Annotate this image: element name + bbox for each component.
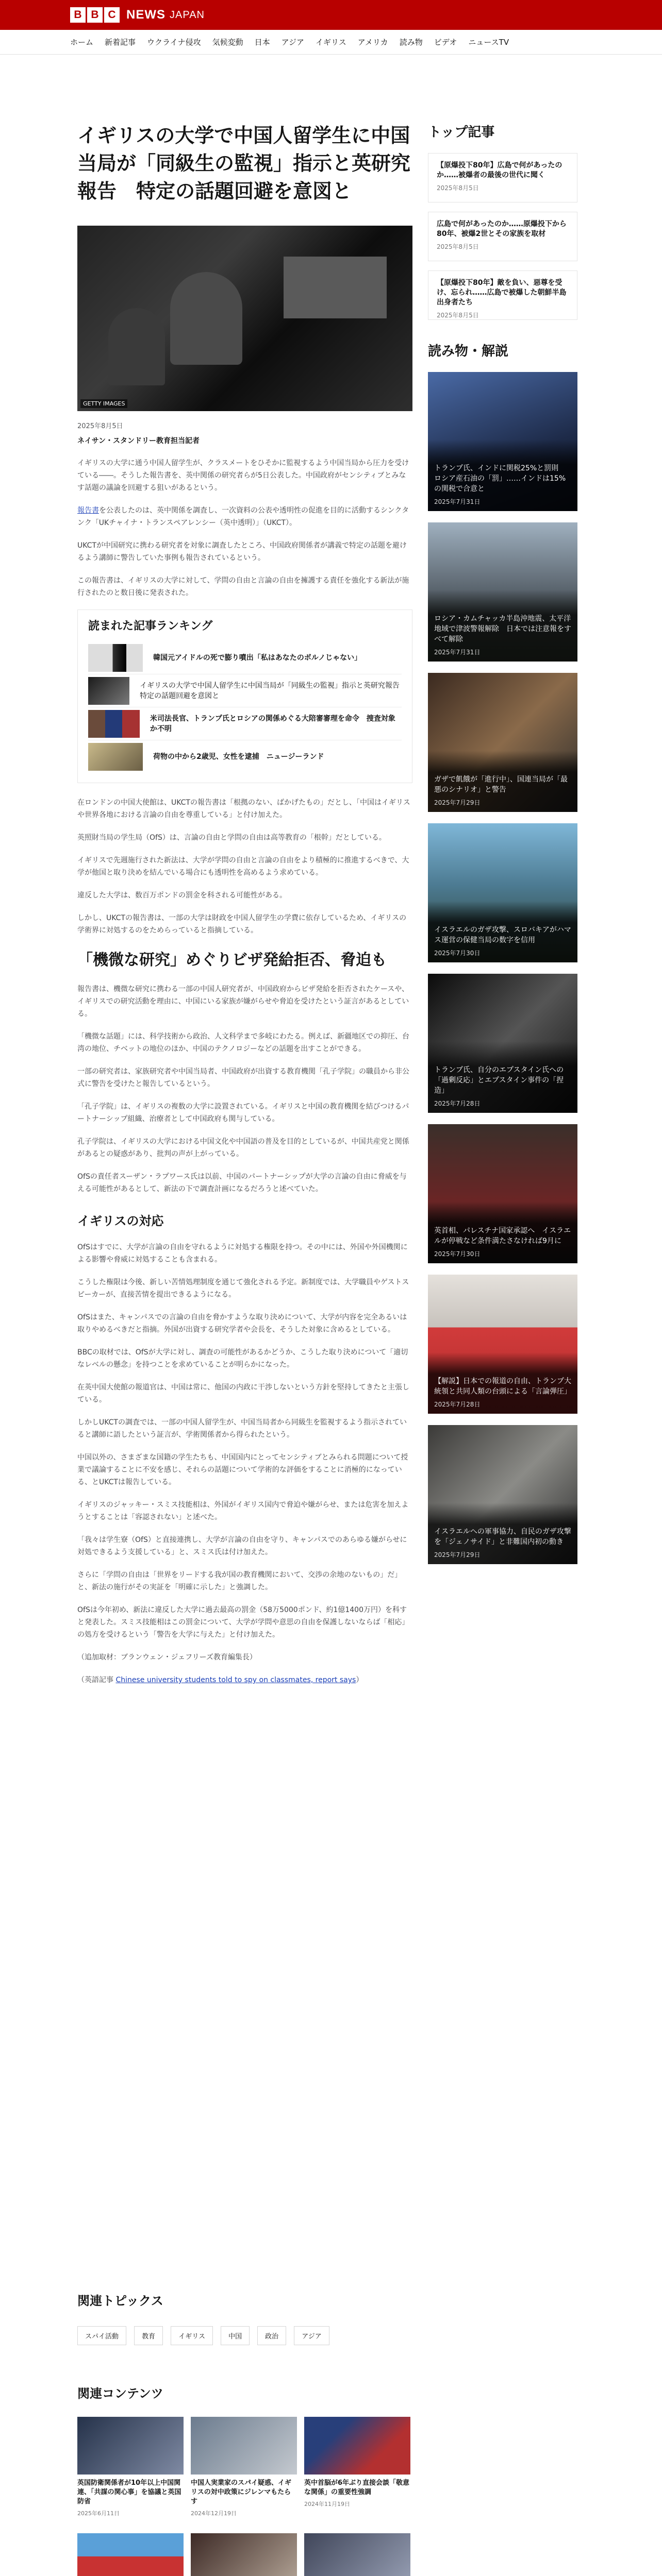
feature-caption bbox=[428, 439, 577, 511]
topic-tag[interactable]: アジア bbox=[294, 2326, 329, 2345]
top-stories-title: トップ記事 bbox=[428, 125, 495, 140]
nav-uk[interactable]: イギリス bbox=[316, 38, 346, 47]
article-paragraph: OfSはすでに、大学が言論の自由を守れるように対処する権限を持つ。その中には、外国や外国機関による影響や脅威に対処することも含まれる。 bbox=[77, 1243, 408, 1264]
feature-caption bbox=[428, 1041, 577, 1113]
feature-title: ガザで飢餓が「進行中」、国連当局が「最悪のシナリオ」と警告 bbox=[434, 775, 568, 794]
related-image bbox=[191, 2417, 297, 2475]
related-topics bbox=[77, 2291, 418, 2345]
english-prefix: （英語記事 bbox=[77, 1676, 113, 1684]
article-paragraph: こうした権限は今後、新しい苦情処理制度を通じて強化される予定。新制度では、大学職員やゲストスピーカーが、直接苦情を提出できるようになる。 bbox=[77, 1278, 409, 1299]
article-paragraph: この報告書は、イギリスの大学に対して、学問の自由と言論の自由を擁護する責任を強化する新法が施行されたのと数日後に発表された。 bbox=[77, 577, 409, 597]
feature-card[interactable] bbox=[428, 522, 577, 662]
topic-tag[interactable]: 政治 bbox=[257, 2326, 286, 2345]
ranking-item-title: 荷物の中から2歳児、女性を逮捕 ニュージーランド bbox=[153, 753, 324, 761]
feature-date: 2025年7月30日 bbox=[434, 950, 481, 957]
feature-caption bbox=[428, 1202, 577, 1263]
related-title: 英中首脳が6年ぶり直接会談「敬意な関係」の重要性強調 bbox=[304, 2479, 410, 2496]
related-card[interactable] bbox=[304, 2533, 410, 2576]
related-card[interactable] bbox=[191, 2417, 297, 2526]
article-paragraph: UKCTが中国研究に携わる研究者を対象に調査したところ、中国政府関係者が講義で特定の話題を避けるよう講師に警告していた事例も報告されているという。 bbox=[77, 541, 407, 562]
article-paragraph: OfSの責任者スーザン・ラプワース氏は以前、中国のパートナーシップが大学の言論の自由に脅威を与える可能性があるとして、新法の下で調査計画になるだろうと述べていた。 bbox=[77, 1173, 407, 1193]
feature-title: トランプ氏、インドに関税25%と罰則 ロシア産石油の「罰」……インドは15%の関税で合意と bbox=[434, 464, 566, 493]
feature-title: トランプ氏、自分のエプスタイン氏への「過剰反応」とエプスタイン事件の「捏造」 bbox=[434, 1066, 564, 1095]
ranking-thumbnail bbox=[88, 644, 143, 672]
ranking-item[interactable] bbox=[88, 641, 402, 674]
ranking-thumbnail bbox=[88, 677, 129, 705]
article-headline: イギリスの大学で中国人留学生に中国当局が「同級生の監視」指示と英研究報告 特定の話題回避を意図と bbox=[77, 124, 411, 202]
article-paragraph: 一部の研究者は、家族研究者や中国当局者、中国政府が出資する教育機関「孔子学院」の職員から非公式に警告を受けたと報告しているという。 bbox=[77, 1067, 409, 1088]
related-card[interactable] bbox=[304, 2417, 410, 2526]
topic-tag[interactable]: スパイ活動 bbox=[77, 2326, 126, 2345]
top-story-title: 広島で何があったのか……原爆投下から80年、被爆2世とその家族を取材 bbox=[437, 220, 567, 238]
hero-image-screen bbox=[284, 257, 387, 318]
feature-date: 2025年7月29日 bbox=[434, 799, 481, 806]
article-paragraph: OfSはまた、キャンパスでの言論の自由を脅かすような取り決めについて、大学が内容を完全あるいは取りやめるべきだと指摘。外国が出資する研究学者や会長を、そうした対象に含めるとしている。 bbox=[77, 1313, 407, 1334]
top-story-card[interactable] bbox=[428, 270, 577, 320]
article-paragraph: 孔子学院は、イギリスの大学における中国文化や中国語の普及を目的としているが、中国共産党と関係があるとの疑惑があり、批判の声が上がっている。 bbox=[77, 1138, 409, 1158]
article-paragraph: イギリスのジャッキー・スミス技能相は、外国がイギリス国内で脅迫や嫌がらせ、または危害を加えようとすることは「容認されない」と述べた。 bbox=[77, 1501, 409, 1521]
feature-caption bbox=[428, 1503, 577, 1564]
related-content-title: 関連コンテンツ bbox=[77, 2386, 163, 2401]
ranking-item[interactable] bbox=[88, 740, 402, 773]
nav-climate[interactable]: 気候変動 bbox=[212, 38, 243, 47]
related-card[interactable] bbox=[77, 2533, 184, 2576]
article-paragraph: 英照財当局の学生局（OfS）は、言論の自由と学問の自由は高等教育の「根幹」だとしている。 bbox=[77, 834, 386, 842]
hero-image bbox=[77, 226, 412, 411]
ranking-box bbox=[77, 609, 412, 783]
article-paragraph: 中国以外の、さまざまな国籍の学生たちも、中国国内にとってセンシティブとみられる問題について授業で議論することに不安を感じ、それらの話題について学術的な評価をすることに消極的になっている、とUKCTは報告している。 bbox=[77, 1453, 408, 1486]
article-paragraph-text: を公表したのは、英中関係を調査し、一次資料の公表や透明性の促進を目的に活動するシンクタンク「UKチャイナ・トランスペアレンシー（英中透明）」（UKCT）。 bbox=[77, 506, 409, 527]
article-paragraph: OfSは今年初め、新法に違反した大学に過去最高の罰金（58万5000ポンド、約1億1400万円）を科すと発表した。スミス技能相はこの罰金について、大学が学問や意思の自由を保護しないならば「相応」の処方を受けるという「警告を大学に与えた」と付け加えた。 bbox=[77, 1606, 409, 1639]
topic-tag[interactable]: 教育 bbox=[134, 2326, 163, 2345]
bbc-logo[interactable] bbox=[70, 7, 121, 23]
sidebar bbox=[428, 122, 577, 1575]
hero-image-figure bbox=[170, 272, 242, 365]
article-paragraph: BBCの取材では、OfSが大学に対し、調査の可能性があるかどうか、こうした取り決めについて「適切なレベルの懸念」を持つことを求めていることが明らかになった。 bbox=[77, 1348, 408, 1369]
topic-tag[interactable]: イギリス bbox=[171, 2326, 213, 2345]
nav-home[interactable]: ホーム bbox=[70, 38, 94, 47]
top-story-card[interactable] bbox=[428, 153, 577, 202]
article-paragraph: さらに「学問の自由は「世界をリードする我が国の教育機関において、交渉の余地のないもの」だ」と、新法の施行がその実証を「明確に示した」と強調した。 bbox=[77, 1571, 402, 1591]
feature-date: 2025年7月31日 bbox=[434, 649, 481, 656]
top-story-card[interactable] bbox=[428, 212, 577, 261]
feature-card[interactable] bbox=[428, 1124, 577, 1263]
section-heading: イギリスの対応 bbox=[77, 1214, 164, 1228]
related-grid bbox=[77, 2417, 418, 2576]
feature-card[interactable] bbox=[428, 823, 577, 962]
related-title: 英国防衛関係者が10年以上中国関連、「共謀の関心事」を協議と英国防省 bbox=[77, 2479, 181, 2505]
nav-us[interactable]: アメリカ bbox=[357, 38, 388, 47]
article-paragraph: 「機微な話題」には、科学技術から政治、人文科学まで多岐にわたる。例えば、新疆地区での抑圧、台湾の地位、チベットの地位のほか、中国のテクノロジーなどの話題を出すことができる。 bbox=[77, 1032, 409, 1053]
related-image bbox=[304, 2533, 410, 2576]
feature-title: 【解説】日本での報道の自由、トランプ大統領と共同人類の台頭による「言論弾圧」 bbox=[434, 1377, 571, 1396]
features-title: 読み物・解説 bbox=[428, 344, 509, 359]
bbc-logo-b2: B bbox=[87, 7, 103, 23]
related-content bbox=[77, 2383, 418, 2576]
top-story-title: 【原爆投下80年】敵を負い、惡尊を受け、忘られ……広島で被爆した朝鮮半島出身者たち bbox=[437, 279, 567, 307]
article-paragraph: しかし、UKCTの報告書は、一部の大学は財政を中国人留学生の学費に依存しているため、イギリスの学術界に対処するのをためらっていると指摘している。 bbox=[77, 914, 407, 935]
article-paragraph: イギリスの大学に通う中国人留学生が、クラスメートをひそかに監視するよう中国当局から圧力を受けている――。そうした報告書を、英中関係の研究者らが5日公表した。中国政府がセンシティブとみなす話題の議論を回避する狙いがあるという。 bbox=[77, 459, 409, 492]
related-card[interactable] bbox=[191, 2533, 297, 2576]
brand-region[interactable]: JAPAN bbox=[170, 9, 205, 21]
ranking-item[interactable] bbox=[88, 674, 407, 707]
related-image bbox=[77, 2417, 184, 2475]
nav-japan[interactable]: 日本 bbox=[254, 38, 270, 47]
topic-tag[interactable]: 中国 bbox=[221, 2326, 250, 2345]
nav-asia[interactable]: アジア bbox=[281, 38, 305, 47]
bbc-logo-c: C bbox=[104, 7, 120, 23]
feature-title: イスラエルへの軍事協力、自民のガザ攻撃を「ジェノサイド」と非難国内初の動き bbox=[434, 1528, 571, 1546]
feature-title: 英首相、パレスチナ国家承認へ イスラエルが停戦など条件満たさなければ9月に bbox=[434, 1227, 571, 1245]
feature-title: イスラエルのガザ攻撃、スロバキアがハマス運営の保健当局の数字を信用 bbox=[434, 926, 571, 944]
related-date: 2025年6月11日 bbox=[77, 2510, 120, 2517]
english-article-line bbox=[77, 1674, 412, 1686]
feature-caption bbox=[428, 901, 577, 962]
nav-latest[interactable]: 新着記事 bbox=[105, 38, 136, 47]
ranking-thumbnail bbox=[88, 710, 140, 738]
nav-features[interactable]: 読み物 bbox=[399, 38, 423, 47]
top-story-title: 【原爆投下80年】広島で何があったのか……被爆者の最後の世代に聞く bbox=[437, 161, 562, 179]
report-link[interactable]: 報告書 bbox=[77, 506, 99, 515]
english-suffix: ） bbox=[356, 1676, 363, 1684]
related-date: 2024年12月19日 bbox=[191, 2510, 237, 2517]
ranking-title: 読まれた記事ランキング bbox=[88, 620, 213, 633]
related-image bbox=[191, 2533, 297, 2576]
top-story-date: 2025年8月5日 bbox=[437, 312, 479, 319]
feature-card[interactable] bbox=[428, 1275, 577, 1414]
article-paragraph: 在英中国大使館の報道官は、中国は常に、他国の内政に干渉しないという方針を堅持してきたと主張している。 bbox=[77, 1383, 409, 1404]
ranking-item[interactable] bbox=[88, 707, 402, 740]
masthead bbox=[0, 0, 662, 30]
feature-date: 2025年7月30日 bbox=[434, 1250, 481, 1258]
article-byline: ネイサン・スタンドリー教育担当記者 bbox=[77, 437, 200, 445]
article-paragraph: （追加取材：ブランウェン・ジェフリーズ教育編集長） bbox=[77, 1653, 257, 1662]
article-paragraph: しかしUKCTの調査では、一部の中国人留学生が、中国当局者から同級生を監視するよう指示されていると講師に語したという証言が、学術関係者から得られたという。 bbox=[77, 1418, 407, 1439]
nav-video[interactable]: ビデオ bbox=[434, 38, 457, 47]
related-image bbox=[77, 2533, 184, 2576]
feature-card[interactable] bbox=[428, 673, 577, 812]
related-title: 中国人実業家のスパイ疑惑、イギリスの対中政策にジレンマもたらす bbox=[191, 2479, 292, 2505]
article-paragraph: 違反した大学は、数百万ポンドの罰金を科される可能性がある。 bbox=[77, 891, 287, 900]
feature-date: 2025年7月28日 bbox=[434, 1100, 481, 1107]
bbc-logo-b1: B bbox=[70, 7, 86, 23]
feature-caption bbox=[428, 590, 577, 662]
feature-date: 2025年7月28日 bbox=[434, 1401, 481, 1408]
article-paragraph bbox=[77, 504, 412, 529]
feature-card[interactable] bbox=[428, 372, 577, 511]
ranking-thumbnail bbox=[88, 743, 143, 771]
article-paragraph: イギリスで先週施行された新法は、大学が学問の自由と言論の自由をより積極的に推進するべきで、大学が他国と取り決めを結んでいる場合にも透明性を高めるよう求めている。 bbox=[77, 856, 409, 877]
top-story-date: 2025年8月5日 bbox=[437, 243, 479, 250]
nav-ukraine[interactable]: ウクライナ侵攻 bbox=[147, 38, 201, 47]
feature-title: ロシア・カムチャッカ半島沖地震、太平洋地域で津波警報解除 日本では注意報をすべて解除 bbox=[434, 615, 571, 643]
top-story-date: 2025年8月5日 bbox=[437, 184, 479, 192]
feature-date: 2025年7月31日 bbox=[434, 498, 481, 505]
related-card[interactable] bbox=[77, 2417, 184, 2526]
article-date: 2025年8月5日 bbox=[77, 422, 123, 430]
article-paragraph: 在ロンドンの中国大使館は、UKCTの報告書は「根拠のない、ばかげたもの」だとし、「中国はイギリスや世界各地における言論の自由を尊重している」と付け加えた。 bbox=[77, 799, 410, 819]
ranking-item-title: 米司法長官、トランプ氏とロシアの関係めぐる大陪審審理を命令 捜査対象か不明 bbox=[150, 714, 395, 733]
article-paragraph: 「孔子学院」は、イギリスの複数の大学に設置されている。イギリスと中国の教育機関を結びつけるパートナーシップ組織、治療者として中国政府も関与している。 bbox=[77, 1103, 409, 1123]
ranking-item-title: イギリスの大学で中国人留学生に中国当局が「同級生の監視」指示と英研究報告 特定の話題回避を意図と bbox=[140, 681, 407, 700]
article-paragraph: 報告書は、機微な研究に携わる一部の中国人研究者が、中国政府からビザ発給を拒否されたケースや、イギリスでの研究活動を理由に、中国にいる家族が嫌がらせや脅迫を受けたという証言があるとしている。 bbox=[77, 985, 409, 1018]
feature-card[interactable] bbox=[428, 974, 577, 1113]
section-heading: 「機微な研究」めぐりビザ発給拒否、脅迫も bbox=[77, 951, 387, 969]
nav-newstv[interactable]: ニュースTV bbox=[468, 38, 509, 47]
feature-caption bbox=[428, 751, 577, 812]
hero-image-figure bbox=[108, 308, 165, 385]
related-date: 2024年11月19日 bbox=[304, 2501, 350, 2507]
feature-caption bbox=[428, 1352, 577, 1414]
feature-card[interactable] bbox=[428, 1425, 577, 1564]
brand-news[interactable]: NEWS bbox=[126, 8, 166, 22]
related-topics-title: 関連トピックス bbox=[77, 2294, 163, 2308]
image-credit: GETTY IMAGES bbox=[80, 399, 127, 408]
related-image bbox=[304, 2417, 410, 2475]
feature-date: 2025年7月29日 bbox=[434, 1551, 481, 1558]
ranking-item-title: 韓国元アイドルの死で膨り噴出「私はあなたのボルノじゃない」 bbox=[153, 653, 362, 662]
english-article-link[interactable]: Chinese university students told to spy on classmates, report says bbox=[115, 1676, 356, 1684]
main-nav bbox=[0, 30, 662, 55]
article bbox=[77, 122, 412, 1697]
article-paragraph: 「我々は学生寮（OfS）と直接連携し、大学が言論の自由を守り、キャンパスでのあらゆる嫌がらせに対処できるよう支援している」と、スミス氏は付け加えた。 bbox=[77, 1536, 407, 1556]
